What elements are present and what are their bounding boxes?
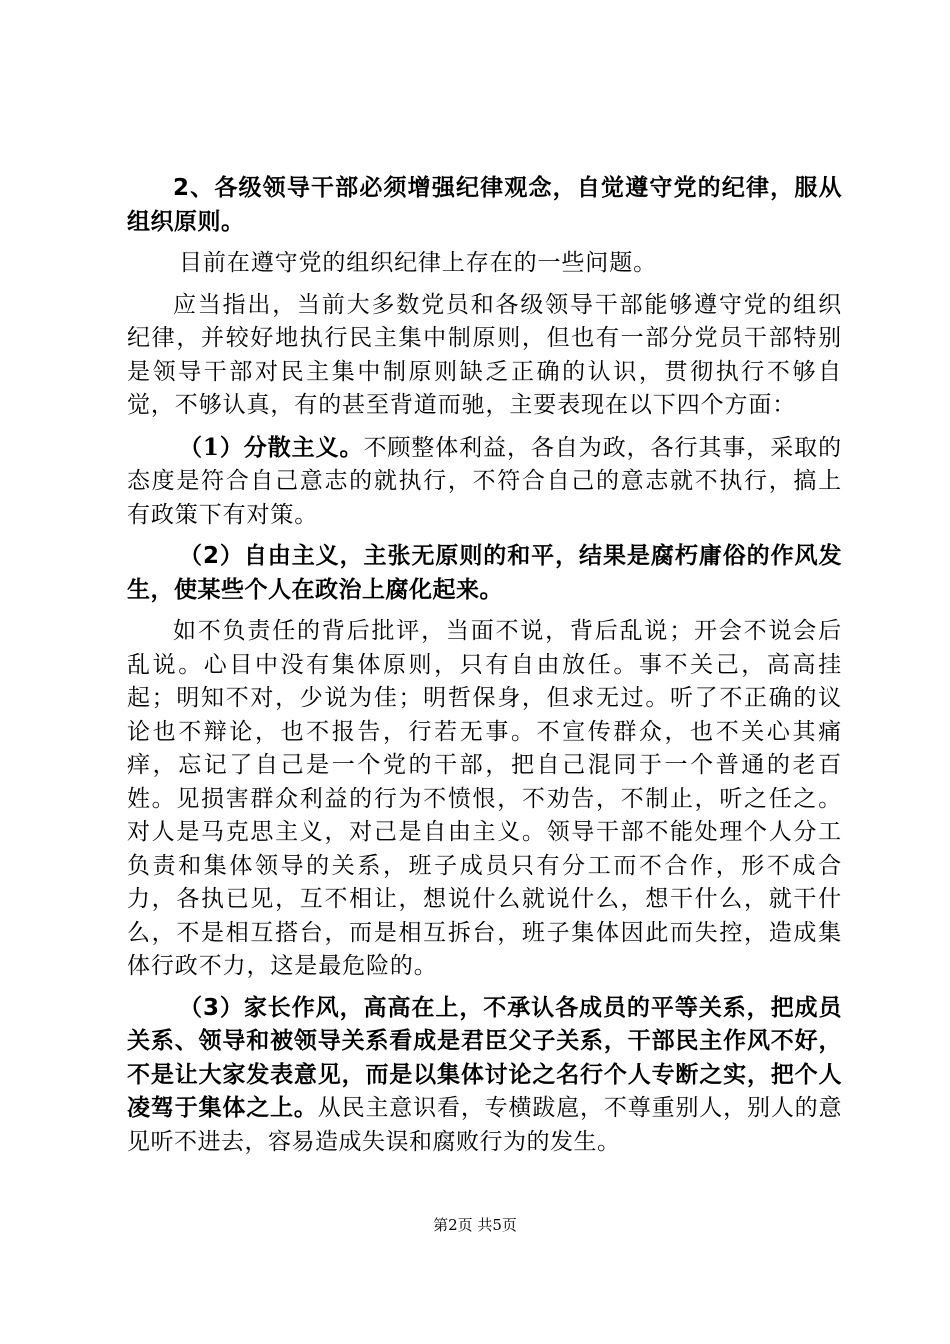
item-3-heading: （3）家长作风，高高在上，不承认各成员的平等关系，把成员关系、领导和被领导关系看成是君臣父子关系，干部民主作风不好，不是让大家发表意见，而是以集体讨论之名行个人专断之实，把个人凌驾于集体之上。: [127, 994, 842, 1121]
page-footer: 第2页 共5页: [433, 1216, 517, 1234]
item-1-body: 不顾整体利益，各自为政，各行其事，采取的态度是符合自己意志的就执行，不符合自己的意志就不执行，搞上有政策下有对策。: [127, 434, 842, 528]
item-1-paragraph: [127, 431, 842, 533]
document-body: [127, 172, 842, 1167]
item-2-body: 如不负责任的背后批评，当面不说，背后乱说；开会不说会后乱说。心目中没有集体原则，只有自由放任。事不关己，高高挂起；明知不对，少说为佳；明哲保身，但求无过。听了不正确的议论也不辩论，也不报告，行若无事。不宣传群众，也不关心其痛痒，忘记了自己是一个党的干部，把自己混同于一个普通的老百姓。见损害群众利益的行为不愤恨，不劝告，不制止，听之任之。对人是马克思主义，对己是自由主义。领导干部不能处理个人分工负责和集体领导的关系，班子成员只有分工而不合作，形不成合力，各执已见，互不相让，想说什么就说什么，想干什么，就干什么，不是相互搭台，而是相互拆台，班子集体因此而失控，造成集体行政不力，这是最危险的。: [127, 618, 842, 979]
overview-paragraph: 应当指出，当前大多数党员和各级领导干部能够遵守党的组织纪律，并较好地执行民主集中制原则，但也有一部分党员干部特别是领导干部对民主集中制原则缺乏正确的认识，贯彻执行不够自觉，不够认真，有的甚至背道而驰，主要表现在以下四个方面：: [127, 291, 842, 418]
item-3-body: 从民主意识看，专横跋扈，不尊重别人，别人的意见听不进去，容易造成失误和腐败行为的发生。: [127, 1095, 843, 1155]
intro-paragraph: 目前在遵守党的组织纪律上存在的一些问题。: [179, 250, 657, 276]
item-1-title: （1）分散主义。: [179, 433, 364, 461]
item-2-heading: （2）自由主义，主张无原则的和平，结果是腐朽庸俗的作风发生，使某些个人在政治上腐化起来。: [127, 543, 842, 603]
item-3-paragraph: [127, 992, 842, 1160]
section-heading: 2、各级领导干部必须增强纪律观念，自觉遵守党的纪律，服从组织原则。: [127, 175, 842, 235]
